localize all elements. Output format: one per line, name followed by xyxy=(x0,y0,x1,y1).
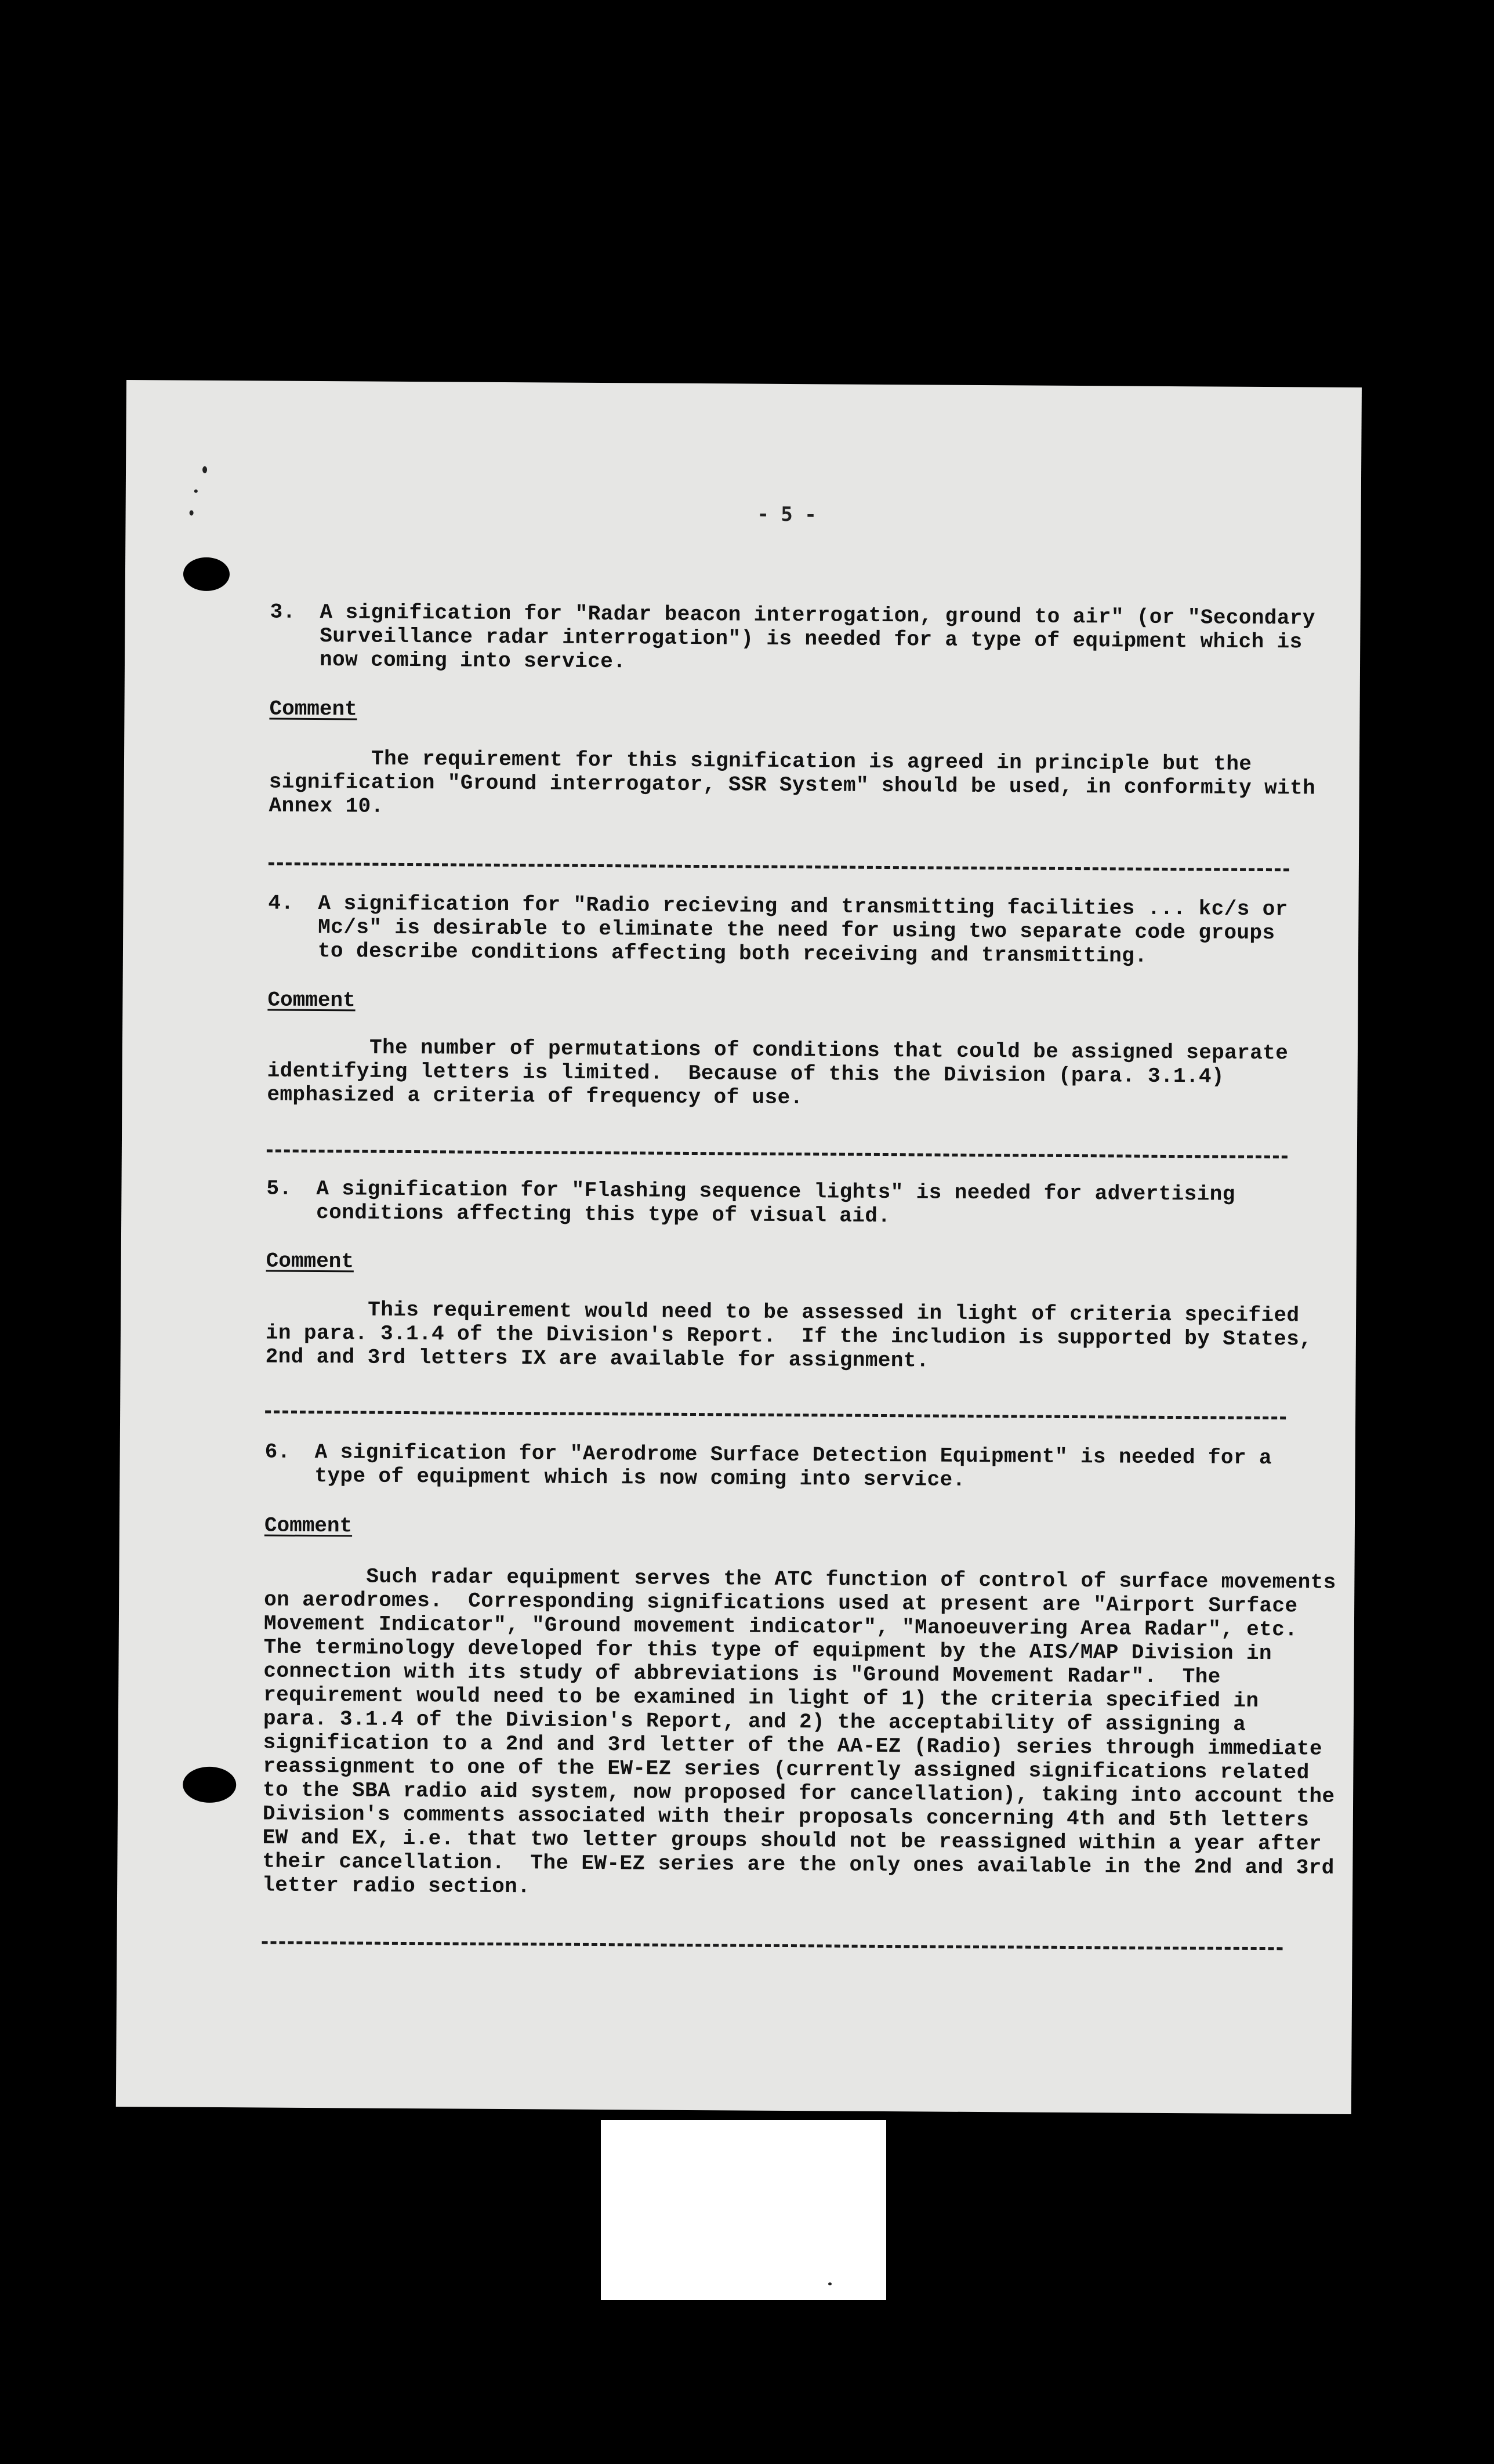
scan-speck xyxy=(828,2282,832,2285)
section-text-line: to describe conditions affecting both receiving and transmitting. xyxy=(317,939,1148,968)
punch-hole-bottom xyxy=(183,1767,236,1803)
comment-text-line: 2nd and 3rd letters IX are available for assignment. xyxy=(265,1345,930,1373)
scan-speck xyxy=(190,510,194,516)
section-text-line: A signification for "Radar beacon interrogation, ground to air" (or "Secondary xyxy=(320,600,1315,631)
section-text-line: now coming into service. xyxy=(319,648,626,674)
section-number: 6. xyxy=(264,1440,291,1464)
comment-text-line: signification "Ground interrogator, SSR System" should be used, in conformity with xyxy=(269,770,1316,800)
section-text-line: type of equipment which is now coming into service. xyxy=(314,1464,966,1492)
comment-heading: Comment xyxy=(264,1513,353,1538)
section-text-line: A signification for "Radio recieving and transmitting facilities ... kc/s or xyxy=(318,892,1288,922)
comment-text-line: emphasized a criteria of frequency of use. xyxy=(267,1082,803,1110)
section-divider xyxy=(267,1150,1288,1159)
comment-text-line: on aerodromes. Corresponding significations used at present are "Airport Surface xyxy=(264,1588,1298,1618)
section-number: 4. xyxy=(268,891,294,915)
section-divider xyxy=(269,863,1289,872)
comment-text-line: The requirement for this signification is agreed in principle but the xyxy=(269,746,1252,776)
section-divider xyxy=(262,1941,1283,1950)
comment-text-line: connection with its study of abbreviations is "Ground Movement Radar". The xyxy=(263,1659,1221,1689)
comment-text-line: to the SBA radio aid system, now proposed for cancellation), taking into account the xyxy=(263,1778,1335,1809)
comment-text-line: Annex 10. xyxy=(269,793,384,818)
white-card xyxy=(601,2120,886,2300)
comment-text-line: Such radar equipment serves the ATC function of control of surface movements xyxy=(264,1564,1336,1595)
comment-text-line: reassignment to one of the EW-EZ series (currently assigned significations related xyxy=(263,1754,1310,1785)
comment-text-line: The terminology developed for this type of equipment by the AIS/MAP Division in xyxy=(263,1635,1272,1666)
comment-text-line: letter radio section. xyxy=(262,1873,531,1899)
section-text-line: Mc/s" is desirable to eliminate the need for using two separate code groups xyxy=(318,915,1275,945)
page-number: - 5 - xyxy=(757,502,817,527)
section-divider xyxy=(265,1410,1286,1419)
comment-text-line: in para. 3.1.4 of the Division's Report. If the includion is supported by States, xyxy=(265,1321,1312,1351)
section-text-line: Surveillance radar interrogation") is needed for a type of equipment which is xyxy=(320,624,1303,654)
comment-heading: Comment xyxy=(269,697,357,722)
comment-heading: Comment xyxy=(267,988,356,1013)
section-number: 3. xyxy=(270,600,296,624)
comment-text-line: para. 3.1.4 of the Division's Report, and 2) the acceptability of assigning a xyxy=(263,1706,1246,1737)
comment-text-line: Movement Indicator", "Ground movement indicator", "Manoeuvering Area Radar", etc. xyxy=(263,1611,1298,1642)
comment-text-line: Division's comments associated with their proposals concerning 4th and 5th letters xyxy=(262,1802,1310,1832)
comment-text-line: The number of permutations of conditions that could be assigned separate xyxy=(267,1035,1289,1066)
section-text-line: conditions affecting this type of visual aid. xyxy=(316,1201,891,1229)
section-text-line: A signification for "Aerodrome Surface Detection Equipment" is needed for a xyxy=(314,1440,1272,1470)
punch-hole-top xyxy=(183,557,230,591)
comment-text-line: requirement would need to be examined in light of 1) the criteria specified in xyxy=(263,1683,1259,1713)
scan-speck xyxy=(194,490,198,493)
comment-heading: Comment xyxy=(266,1249,354,1274)
comment-text-line: EW and EX, i.e. that two letter groups should not be reassigned within a year after xyxy=(262,1825,1322,1856)
comment-text-line: their cancellation. The EW-EZ series are the only ones available in the 2nd and 3rd xyxy=(262,1849,1335,1880)
document-page xyxy=(116,380,1362,2114)
scan-speck xyxy=(202,466,207,473)
section-text-line: A signification for "Flashing sequence lights" is needed for advertising xyxy=(316,1177,1235,1206)
comment-text-line: signification to a 2nd and 3rd letter of the AA-EZ (Radio) series through immediate xyxy=(263,1730,1323,1761)
comment-text-line: identifying letters is limited. Because of this the Division (para. 3.1.4) xyxy=(267,1059,1225,1089)
section-number: 5. xyxy=(266,1176,292,1201)
comment-text-line: This requirement would need to be assessed in light of criteria specified xyxy=(266,1297,1300,1328)
